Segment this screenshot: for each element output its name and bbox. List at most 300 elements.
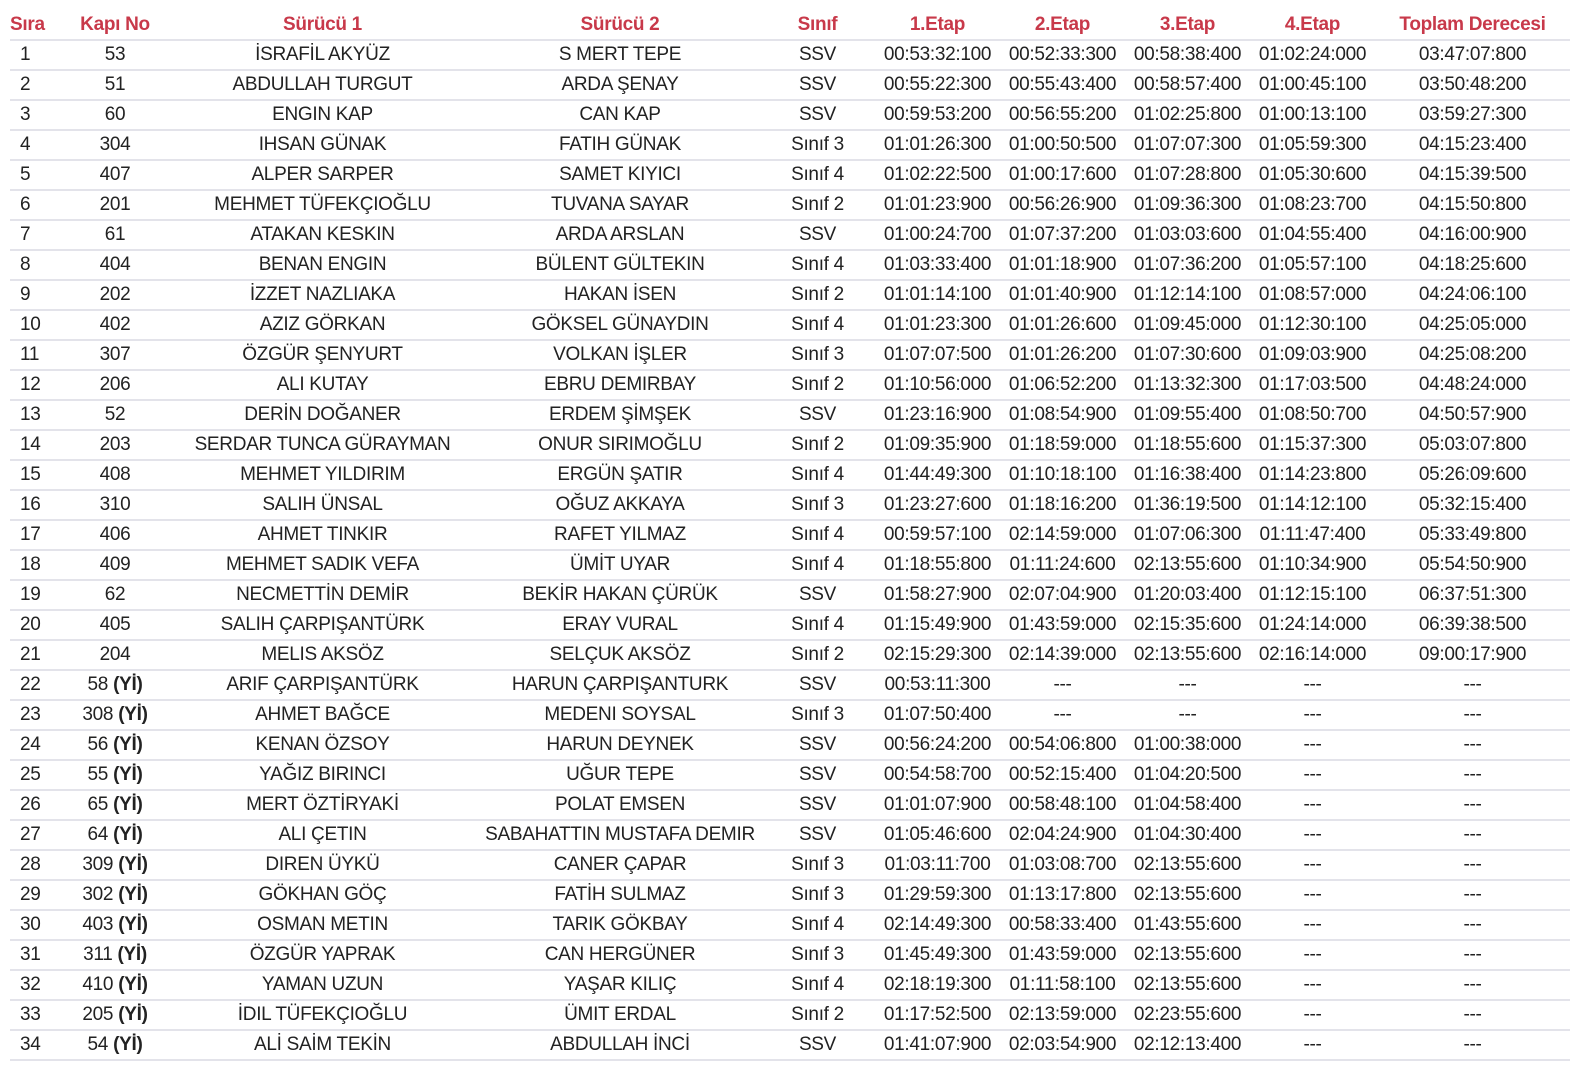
cell-toplam: 04:15:23:400 <box>1375 130 1570 160</box>
cell-toplam: 06:39:38:500 <box>1375 610 1570 640</box>
cell-etap-2: 01:11:58:100 <box>1000 970 1125 1000</box>
cell-etap-1: 00:59:53:200 <box>875 100 1000 130</box>
cell-surucu-1: MEHMET TÜFEKÇIOĞLU <box>165 190 480 220</box>
cell-etap-4: --- <box>1250 850 1375 880</box>
cell-etap-4: 01:15:37:300 <box>1250 430 1375 460</box>
kapi-no-value: 62 <box>104 584 126 605</box>
table-row <box>10 400 1570 430</box>
cell-surucu-1: YAMAN UZUN <box>165 970 480 1000</box>
cell-sinif: Sınıf 2 <box>760 430 875 460</box>
cell-etap-1: 01:03:11:700 <box>875 850 1000 880</box>
cell-surucu-2: ERAY VURAL <box>480 610 760 640</box>
results-table-container <box>10 10 1570 1061</box>
cell-etap-3: 00:58:38:400 <box>1125 40 1250 70</box>
cell-surucu-2: CAN KAP <box>480 100 760 130</box>
cell-kapi-no <box>65 730 165 760</box>
cell-kapi-no <box>65 40 165 70</box>
cell-sinif: Sınıf 2 <box>760 640 875 670</box>
cell-surucu-1: OSMAN METIN <box>165 910 480 940</box>
cell-sinif: Sınıf 3 <box>760 700 875 730</box>
cell-etap-3: 02:13:55:600 <box>1125 880 1250 910</box>
kapi-no-value: 58 <box>87 674 109 695</box>
cell-kapi-no <box>65 190 165 220</box>
kapi-no-value: 52 <box>104 404 126 425</box>
cell-etap-3: 01:04:20:500 <box>1125 760 1250 790</box>
cell-sinif: Sınıf 4 <box>760 610 875 640</box>
cell-sinif: Sınıf 2 <box>760 1000 875 1030</box>
cell-surucu-1: SALIH ÇARPIŞANTÜRK <box>165 610 480 640</box>
cell-toplam: --- <box>1375 700 1570 730</box>
cell-toplam: --- <box>1375 820 1570 850</box>
kapi-no-value: 406 <box>99 524 131 545</box>
cell-etap-3: 00:58:57:400 <box>1125 70 1250 100</box>
cell-sira: 12 <box>10 370 65 400</box>
cell-etap-4: 01:05:57:100 <box>1250 250 1375 280</box>
cell-surucu-2: ÜMIT ERDAL <box>480 1000 760 1030</box>
cell-etap-2: 01:01:26:200 <box>1000 340 1125 370</box>
table-row <box>10 700 1570 730</box>
cell-kapi-no <box>65 880 165 910</box>
cell-etap-4: --- <box>1250 880 1375 910</box>
cell-etap-1: 01:09:35:900 <box>875 430 1000 460</box>
cell-toplam: 03:47:07:800 <box>1375 40 1570 70</box>
table-row <box>10 910 1570 940</box>
cell-etap-3: 01:09:55:400 <box>1125 400 1250 430</box>
header-toplam-derecesi[interactable]: Toplam Derecesi <box>1375 10 1570 40</box>
cell-kapi-no <box>65 370 165 400</box>
cell-etap-2: 01:01:18:900 <box>1000 250 1125 280</box>
table-row <box>10 40 1570 70</box>
header-row <box>10 10 1570 40</box>
cell-etap-4: --- <box>1250 760 1375 790</box>
cell-surucu-1: MEHMET YILDIRIM <box>165 460 480 490</box>
cell-surucu-2: UĞUR TEPE <box>480 760 760 790</box>
cell-surucu-2: EBRU DEMIRBAY <box>480 370 760 400</box>
cell-etap-3: 01:20:03:400 <box>1125 580 1250 610</box>
cell-etap-1: 01:01:07:900 <box>875 790 1000 820</box>
table-row <box>10 820 1570 850</box>
cell-surucu-1: IHSAN GÜNAK <box>165 130 480 160</box>
cell-etap-4: 01:08:23:700 <box>1250 190 1375 220</box>
cell-etap-2: 00:56:26:900 <box>1000 190 1125 220</box>
cell-etap-1: 01:17:52:500 <box>875 1000 1000 1030</box>
kapi-no-value: 302 <box>82 884 114 905</box>
kapi-no-value: 61 <box>104 224 126 245</box>
cell-etap-3: 02:13:55:600 <box>1125 640 1250 670</box>
cell-sira: 3 <box>10 100 65 130</box>
cell-surucu-2: ERDEM ŞİMŞEK <box>480 400 760 430</box>
cell-toplam: 04:24:06:100 <box>1375 280 1570 310</box>
cell-etap-1: 01:02:22:500 <box>875 160 1000 190</box>
kapi-no-value: 206 <box>99 374 131 395</box>
cell-sinif: Sınıf 4 <box>760 520 875 550</box>
table-row <box>10 580 1570 610</box>
kapi-no-value: 204 <box>99 644 131 665</box>
cell-etap-1: 01:00:24:700 <box>875 220 1000 250</box>
cell-surucu-1: ALI KUTAY <box>165 370 480 400</box>
cell-surucu-2: CANER ÇAPAR <box>480 850 760 880</box>
kapi-no-value: 410 <box>82 974 114 995</box>
cell-etap-4: 01:14:23:800 <box>1250 460 1375 490</box>
cell-etap-4: --- <box>1250 1030 1375 1060</box>
cell-sinif: Sınıf 2 <box>760 370 875 400</box>
kapi-no-value: 205 <box>82 1004 114 1025</box>
cell-toplam: 04:15:39:500 <box>1375 160 1570 190</box>
cell-etap-2: 01:03:08:700 <box>1000 850 1125 880</box>
cell-sinif: Sınıf 4 <box>760 910 875 940</box>
header-surucu-1[interactable]: Sürücü 1 <box>165 10 480 40</box>
cell-etap-1: 01:10:56:000 <box>875 370 1000 400</box>
cell-etap-2: 01:13:17:800 <box>1000 880 1125 910</box>
cell-kapi-no <box>65 280 165 310</box>
cell-etap-4: 01:00:45:100 <box>1250 70 1375 100</box>
cell-toplam: --- <box>1375 850 1570 880</box>
cell-surucu-2: ONUR SIRIMOĞLU <box>480 430 760 460</box>
cell-toplam: 05:03:07:800 <box>1375 430 1570 460</box>
cell-kapi-no <box>65 670 165 700</box>
cell-sinif: SSV <box>760 1030 875 1060</box>
cell-surucu-2: VOLKAN İŞLER <box>480 340 760 370</box>
cell-etap-2: 02:14:59:000 <box>1000 520 1125 550</box>
header-kapi-no[interactable]: Kapı No <box>65 10 165 40</box>
cell-etap-3: 02:23:55:600 <box>1125 1000 1250 1030</box>
cell-kapi-no <box>65 910 165 940</box>
cell-etap-1: 00:53:11:300 <box>875 670 1000 700</box>
cell-etap-4: 01:08:57:000 <box>1250 280 1375 310</box>
cell-sinif: SSV <box>760 40 875 70</box>
cell-etap-3: 01:07:28:800 <box>1125 160 1250 190</box>
kapi-no-value: 56 <box>87 734 109 755</box>
table-row <box>10 280 1570 310</box>
cell-etap-2: 01:18:59:000 <box>1000 430 1125 460</box>
cell-sinif: Sınıf 4 <box>760 460 875 490</box>
cell-surucu-2: HARUN ÇARPIŞANTURK <box>480 670 760 700</box>
cell-etap-4: --- <box>1250 940 1375 970</box>
cell-etap-2: 01:00:50:500 <box>1000 130 1125 160</box>
cell-toplam: 04:25:05:000 <box>1375 310 1570 340</box>
cell-etap-2: 02:04:24:900 <box>1000 820 1125 850</box>
cell-etap-1: 01:18:55:800 <box>875 550 1000 580</box>
cell-etap-3: 01:43:55:600 <box>1125 910 1250 940</box>
cell-toplam: --- <box>1375 880 1570 910</box>
cell-surucu-1: DIREN ÜYKÜ <box>165 850 480 880</box>
cell-toplam: --- <box>1375 1030 1570 1060</box>
kapi-no-value: 405 <box>99 614 131 635</box>
cell-etap-4: 01:11:47:400 <box>1250 520 1375 550</box>
cell-etap-4: 01:14:12:100 <box>1250 490 1375 520</box>
table-row <box>10 100 1570 130</box>
cell-etap-1: 01:07:07:500 <box>875 340 1000 370</box>
cell-sira: 33 <box>10 1000 65 1030</box>
cell-kapi-no <box>65 970 165 1000</box>
table-row <box>10 430 1570 460</box>
table-row <box>10 370 1570 400</box>
cell-kapi-no <box>65 550 165 580</box>
cell-sinif: SSV <box>760 400 875 430</box>
table-row <box>10 670 1570 700</box>
cell-surucu-2: TUVANA SAYAR <box>480 190 760 220</box>
cell-sinif: SSV <box>760 100 875 130</box>
cell-sinif: Sınıf 3 <box>760 880 875 910</box>
cell-toplam: 03:50:48:200 <box>1375 70 1570 100</box>
table-row <box>10 490 1570 520</box>
cell-sira: 14 <box>10 430 65 460</box>
cell-etap-1: 02:15:29:300 <box>875 640 1000 670</box>
cell-surucu-2: SELÇUK AKSÖZ <box>480 640 760 670</box>
cell-surucu-2: TARIK GÖKBAY <box>480 910 760 940</box>
kapi-no-value: 310 <box>99 494 131 515</box>
cell-etap-2: 00:52:15:400 <box>1000 760 1125 790</box>
cell-etap-4: 01:05:30:600 <box>1250 160 1375 190</box>
yi-badge: (Yİ) <box>118 884 148 905</box>
cell-etap-1: 01:01:23:300 <box>875 310 1000 340</box>
header-etap-3[interactable]: 3.Etap <box>1125 10 1250 40</box>
cell-surucu-1: NECMETTİN DEMİR <box>165 580 480 610</box>
cell-sinif: SSV <box>760 760 875 790</box>
cell-surucu-1: ALPER SARPER <box>165 160 480 190</box>
header-surucu-2[interactable]: Sürücü 2 <box>480 10 760 40</box>
cell-surucu-2: CAN HERGÜNER <box>480 940 760 970</box>
cell-sinif: Sınıf 3 <box>760 940 875 970</box>
kapi-no-value: 409 <box>99 554 131 575</box>
yi-badge: (Yİ) <box>113 794 143 815</box>
kapi-no-value: 407 <box>99 164 131 185</box>
cell-surucu-1: ATAKAN KESKIN <box>165 220 480 250</box>
cell-surucu-2: FATIH GÜNAK <box>480 130 760 160</box>
cell-etap-4: 01:24:14:000 <box>1250 610 1375 640</box>
table-row <box>10 460 1570 490</box>
cell-sira: 5 <box>10 160 65 190</box>
kapi-no-value: 308 <box>82 704 114 725</box>
cell-toplam: --- <box>1375 970 1570 1000</box>
cell-etap-3: 01:12:14:100 <box>1125 280 1250 310</box>
cell-sira: 29 <box>10 880 65 910</box>
header-etap-1[interactable]: 1.Etap <box>875 10 1000 40</box>
cell-etap-1: 01:44:49:300 <box>875 460 1000 490</box>
cell-toplam: 05:32:15:400 <box>1375 490 1570 520</box>
cell-etap-3: 01:00:38:000 <box>1125 730 1250 760</box>
cell-etap-3: 01:02:25:800 <box>1125 100 1250 130</box>
cell-sinif: Sınıf 3 <box>760 340 875 370</box>
cell-etap-3: 01:03:03:600 <box>1125 220 1250 250</box>
cell-etap-3: 02:13:55:600 <box>1125 550 1250 580</box>
cell-toplam: 04:15:50:800 <box>1375 190 1570 220</box>
cell-etap-4: --- <box>1250 670 1375 700</box>
cell-etap-2: 01:06:52:200 <box>1000 370 1125 400</box>
cell-toplam: 04:16:00:900 <box>1375 220 1570 250</box>
kapi-no-value: 54 <box>87 1034 109 1055</box>
cell-sira: 32 <box>10 970 65 1000</box>
cell-kapi-no <box>65 850 165 880</box>
cell-etap-3: 01:07:30:600 <box>1125 340 1250 370</box>
cell-toplam: 04:50:57:900 <box>1375 400 1570 430</box>
table-row <box>10 640 1570 670</box>
cell-sinif: Sınıf 2 <box>760 280 875 310</box>
cell-toplam: 05:33:49:800 <box>1375 520 1570 550</box>
header-sira[interactable]: Sıra <box>10 10 65 40</box>
cell-surucu-1: ÖZGÜR YAPRAK <box>165 940 480 970</box>
cell-sira: 34 <box>10 1030 65 1060</box>
cell-etap-4: 01:12:15:100 <box>1250 580 1375 610</box>
cell-toplam: --- <box>1375 730 1570 760</box>
cell-surucu-1: İDIL TÜFEKÇIOĞLU <box>165 1000 480 1030</box>
cell-etap-3: 01:36:19:500 <box>1125 490 1250 520</box>
header-etap-2[interactable]: 2.Etap <box>1000 10 1125 40</box>
cell-surucu-1: MELIS AKSÖZ <box>165 640 480 670</box>
kapi-no-value: 65 <box>87 794 109 815</box>
cell-etap-2: 01:43:59:000 <box>1000 940 1125 970</box>
cell-surucu-2: YAŞAR KILIÇ <box>480 970 760 1000</box>
cell-etap-3: 02:13:55:600 <box>1125 850 1250 880</box>
cell-sira: 22 <box>10 670 65 700</box>
cell-kapi-no <box>65 100 165 130</box>
cell-etap-4: --- <box>1250 790 1375 820</box>
cell-etap-2: 01:07:37:200 <box>1000 220 1125 250</box>
cell-surucu-2: GÖKSEL GÜNAYDIN <box>480 310 760 340</box>
cell-etap-4: --- <box>1250 910 1375 940</box>
yi-badge: (Yİ) <box>118 974 148 995</box>
header-etap-4[interactable]: 4.Etap <box>1250 10 1375 40</box>
cell-surucu-2: ABDULLAH İNCİ <box>480 1030 760 1060</box>
table-row <box>10 70 1570 100</box>
kapi-no-value: 51 <box>104 74 126 95</box>
cell-etap-4: 02:16:14:000 <box>1250 640 1375 670</box>
yi-badge: (Yİ) <box>118 1004 148 1025</box>
table-row <box>10 790 1570 820</box>
cell-sira: 25 <box>10 760 65 790</box>
cell-surucu-1: GÖKHAN GÖÇ <box>165 880 480 910</box>
cell-sinif: SSV <box>760 820 875 850</box>
kapi-no-value: 60 <box>104 104 126 125</box>
cell-etap-2: --- <box>1000 670 1125 700</box>
yi-badge: (Yİ) <box>113 734 143 755</box>
cell-kapi-no <box>65 430 165 460</box>
cell-etap-4: 01:00:13:100 <box>1250 100 1375 130</box>
yi-badge: (Yİ) <box>118 704 148 725</box>
cell-sira: 7 <box>10 220 65 250</box>
cell-sira: 20 <box>10 610 65 640</box>
yi-badge: (Yİ) <box>117 944 147 965</box>
cell-etap-1: 01:05:46:600 <box>875 820 1000 850</box>
cell-surucu-2: BEKİR HAKAN ÇÜRÜK <box>480 580 760 610</box>
cell-sinif: SSV <box>760 670 875 700</box>
cell-sira: 19 <box>10 580 65 610</box>
cell-etap-1: 01:15:49:900 <box>875 610 1000 640</box>
cell-etap-2: 01:11:24:600 <box>1000 550 1125 580</box>
cell-toplam: 05:54:50:900 <box>1375 550 1570 580</box>
kapi-no-value: 311 <box>83 944 113 965</box>
cell-kapi-no <box>65 310 165 340</box>
cell-surucu-1: ALİ SAİM TEKİN <box>165 1030 480 1060</box>
cell-etap-3: 02:13:55:600 <box>1125 940 1250 970</box>
cell-etap-2: 00:58:33:400 <box>1000 910 1125 940</box>
kapi-no-value: 55 <box>87 764 109 785</box>
yi-badge: (Yİ) <box>113 824 143 845</box>
cell-etap-1: 01:23:27:600 <box>875 490 1000 520</box>
cell-sira: 18 <box>10 550 65 580</box>
table-row <box>10 190 1570 220</box>
cell-sira: 21 <box>10 640 65 670</box>
cell-sinif: Sınıf 4 <box>760 550 875 580</box>
cell-kapi-no <box>65 520 165 550</box>
cell-etap-3: 02:12:13:400 <box>1125 1030 1250 1060</box>
cell-etap-2: 01:43:59:000 <box>1000 610 1125 640</box>
cell-sinif: Sınıf 3 <box>760 130 875 160</box>
yi-badge: (Yİ) <box>113 674 143 695</box>
cell-toplam: 05:26:09:600 <box>1375 460 1570 490</box>
table-row <box>10 970 1570 1000</box>
cell-etap-1: 01:23:16:900 <box>875 400 1000 430</box>
kapi-no-value: 408 <box>99 464 131 485</box>
cell-etap-1: 01:01:23:900 <box>875 190 1000 220</box>
cell-kapi-no <box>65 820 165 850</box>
cell-kapi-no <box>65 340 165 370</box>
cell-etap-2: 00:56:55:200 <box>1000 100 1125 130</box>
cell-etap-2: 00:55:43:400 <box>1000 70 1125 100</box>
cell-sira: 1 <box>10 40 65 70</box>
cell-etap-3: 01:09:45:000 <box>1125 310 1250 340</box>
yi-badge: (Yİ) <box>118 914 148 935</box>
cell-etap-1: 01:41:07:900 <box>875 1030 1000 1060</box>
cell-kapi-no <box>65 700 165 730</box>
cell-toplam: --- <box>1375 910 1570 940</box>
cell-sira: 30 <box>10 910 65 940</box>
cell-surucu-2: S MERT TEPE <box>480 40 760 70</box>
cell-surucu-2: ARDA ARSLAN <box>480 220 760 250</box>
cell-sinif: Sınıf 4 <box>760 310 875 340</box>
cell-etap-4: 01:10:34:900 <box>1250 550 1375 580</box>
cell-sinif: SSV <box>760 790 875 820</box>
cell-surucu-1: MERT ÖZTİRYAKİ <box>165 790 480 820</box>
cell-surucu-2: BÜLENT GÜLTEKIN <box>480 250 760 280</box>
cell-etap-1: 01:01:26:300 <box>875 130 1000 160</box>
cell-etap-1: 01:45:49:300 <box>875 940 1000 970</box>
header-sinif[interactable]: Sınıf <box>760 10 875 40</box>
cell-sinif: Sınıf 2 <box>760 190 875 220</box>
cell-sira: 6 <box>10 190 65 220</box>
cell-sira: 2 <box>10 70 65 100</box>
cell-sinif: Sınıf 4 <box>760 970 875 1000</box>
cell-surucu-1: YAĞIZ BIRINCI <box>165 760 480 790</box>
cell-etap-3: 01:07:36:200 <box>1125 250 1250 280</box>
cell-sira: 13 <box>10 400 65 430</box>
cell-kapi-no <box>65 250 165 280</box>
cell-etap-3: 01:09:36:300 <box>1125 190 1250 220</box>
cell-kapi-no <box>65 220 165 250</box>
cell-surucu-1: ENGIN KAP <box>165 100 480 130</box>
cell-surucu-1: BENAN ENGIN <box>165 250 480 280</box>
kapi-no-value: 402 <box>99 314 131 335</box>
cell-etap-3: --- <box>1125 700 1250 730</box>
cell-sira: 11 <box>10 340 65 370</box>
cell-sira: 8 <box>10 250 65 280</box>
cell-surucu-2: SAMET KIYICI <box>480 160 760 190</box>
table-row <box>10 730 1570 760</box>
cell-etap-1: 00:56:24:200 <box>875 730 1000 760</box>
cell-etap-4: 01:05:59:300 <box>1250 130 1375 160</box>
kapi-no-value: 403 <box>82 914 114 935</box>
table-row <box>10 520 1570 550</box>
cell-etap-2: 02:13:59:000 <box>1000 1000 1125 1030</box>
cell-surucu-2: HARUN DEYNEK <box>480 730 760 760</box>
cell-toplam: --- <box>1375 1000 1570 1030</box>
table-row <box>10 310 1570 340</box>
cell-etap-3: 01:04:30:400 <box>1125 820 1250 850</box>
table-row <box>10 1000 1570 1030</box>
results-body <box>10 40 1570 1060</box>
cell-kapi-no <box>65 610 165 640</box>
cell-kapi-no <box>65 760 165 790</box>
